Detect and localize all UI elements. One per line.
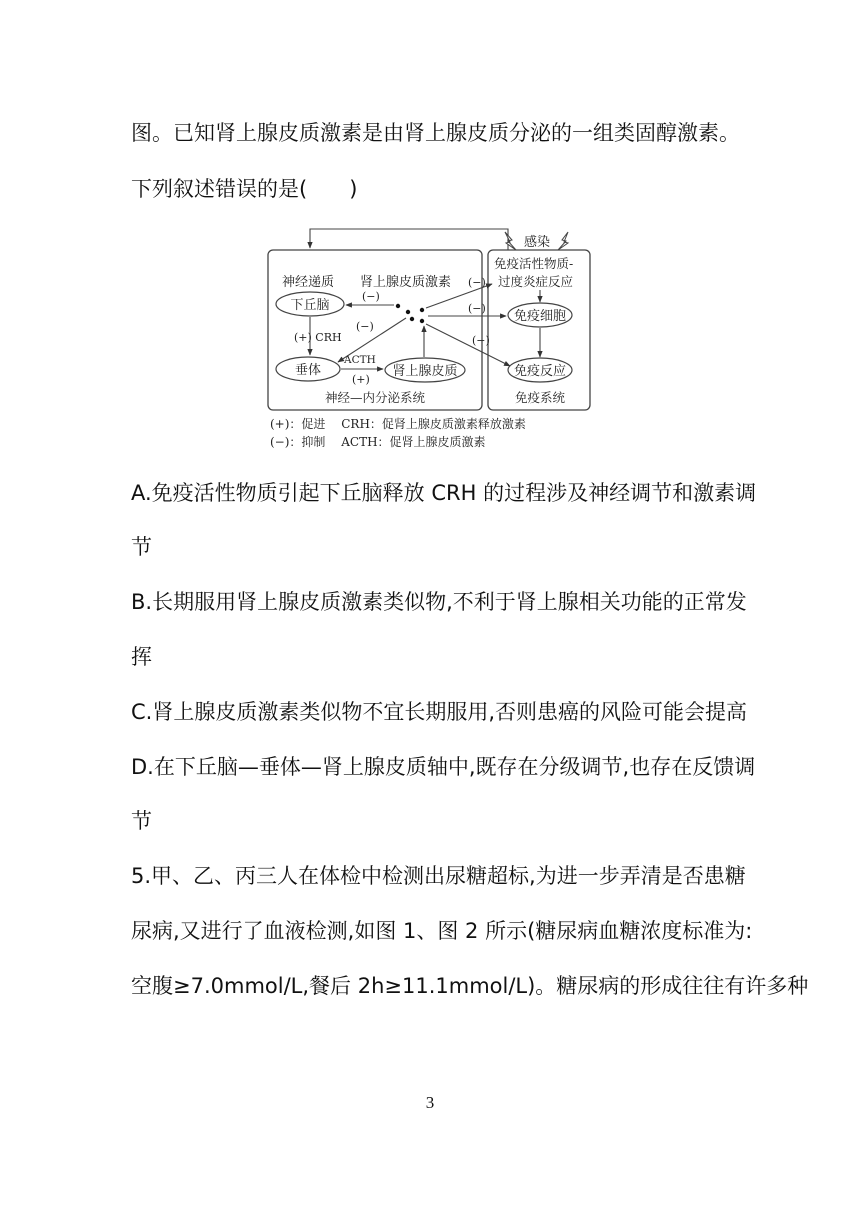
page-number: 3 — [425, 1093, 435, 1112]
infection-label: 感染 — [524, 235, 551, 250]
neuroendocrine-box — [268, 250, 482, 410]
immune-active-label-2: 过度炎症反应 — [498, 274, 574, 289]
plus-label: (+) — [352, 373, 370, 386]
option-a-cont: 节 — [131, 535, 152, 559]
immune-response-label: 免疫反应 — [513, 364, 567, 379]
question-5-line-3: 空腹≥7.0mmol/L,餐后 2h≥11.1mmol/L)。糖尿病的形成往往有许多种 — [131, 974, 809, 998]
immune-cells-label: 免疫细胞 — [513, 309, 567, 324]
question-5-line-1: 5.甲、乙、丙三人在体检中检测出尿糖超标,为进一步弄清是否患糖 — [131, 864, 746, 888]
question-stem: 下列叙述错误的是( ) — [131, 177, 358, 201]
lightning-icon — [505, 232, 516, 250]
adrenocortical-hormone-label: 肾上腺皮质激素 — [360, 275, 452, 290]
text-line: 图。已知肾上腺皮质激素是由肾上腺皮质分泌的一组类固醇激素。 — [131, 121, 740, 145]
minus-label: (−) — [356, 320, 374, 333]
minus-label: (−) — [468, 302, 486, 315]
option-d-cont: 节 — [131, 809, 152, 833]
pituitary-label: 垂体 — [294, 363, 322, 378]
option-b: B.长期服用肾上腺皮质激素类似物,不利于肾上腺相关功能的正常发 — [131, 590, 747, 614]
question-5-line-2: 尿病,又进行了血液检测,如图 1、图 2 所示(糖尿病血糖浓度标准为: — [131, 919, 753, 943]
crh-label: (+) CRH — [294, 331, 342, 344]
legend-line-2: (−)：抑制 ACTH：促肾上腺皮质激素 — [270, 435, 486, 449]
neuroendocrine-system-label: 神经—内分泌系统 — [324, 390, 426, 405]
minus-label: (−) — [362, 290, 380, 303]
immune-active-label-1: 免疫活性物质- — [494, 256, 574, 271]
legend-line-1: (+)：促进 CRH：促肾上腺皮质激素释放激素 — [270, 417, 526, 431]
option-a: A.免疫活性物质引起下丘脑释放 CRH 的过程涉及神经调节和激素调 — [131, 481, 757, 505]
option-b-cont: 挥 — [131, 645, 152, 669]
neuroendocrine-immune-diagram — [262, 226, 602, 454]
lightning-icon — [558, 232, 568, 250]
minus-label: (−) — [472, 334, 490, 347]
neurotransmitter-label: 神经递质 — [282, 275, 335, 290]
acth-label: ACTH — [344, 354, 376, 366]
option-d: D.在下丘脑—垂体—肾上腺皮质轴中,既存在分级调节,也存在反馈调 — [131, 755, 756, 779]
option-c: C.肾上腺皮质激素类似物不宜长期服用,否则患癌的风险可能会提高 — [131, 700, 748, 724]
hypothalamus-label: 下丘脑 — [290, 298, 330, 313]
minus-label: (−) — [468, 276, 486, 289]
adrenal-cortex-label: 肾上腺皮质 — [392, 364, 458, 379]
immune-system-label: 免疫系统 — [514, 390, 566, 405]
